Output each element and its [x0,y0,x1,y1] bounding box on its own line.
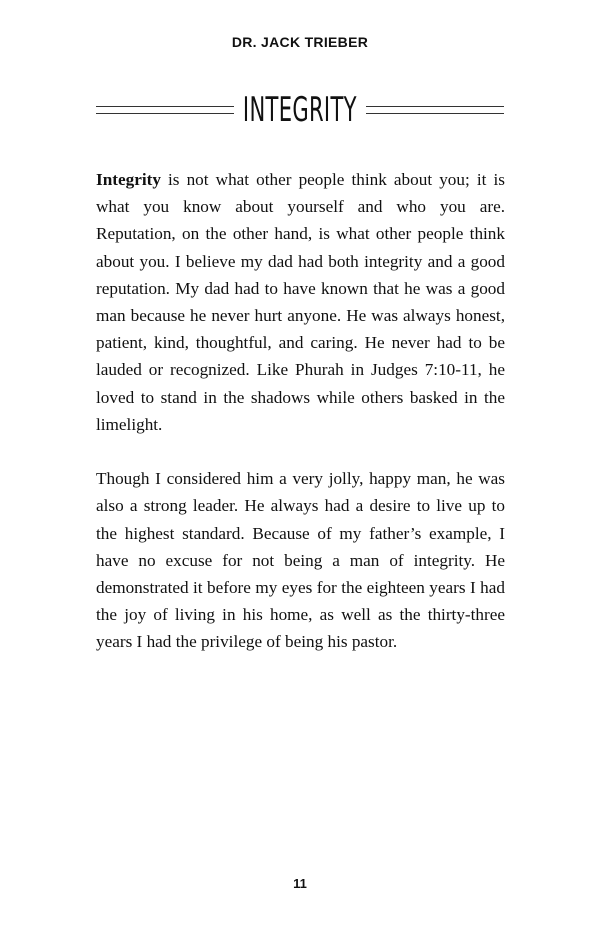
paragraph-1-lead: Integrity [96,170,161,189]
chapter-title-row [96,88,504,132]
chapter-title: INTEGRITY [243,90,357,130]
paragraph-2: Though I considered him a very jolly, happy man, he was also a strong leader. He always had a desire to live up to the highest standard. Because of my father’s example, I have no excuse for not being a man of integrity. He demonstrated it before my eyes for the eighteen years I had the joy of living in his home, as well as the thirty-three years I had the privilege of being his pastor. [96,469,505,652]
paragraph-1 [96,166,505,438]
page-number: 11 [293,876,307,891]
running-head: DR. JACK TRIEBER [231,34,369,50]
left-double-rule [96,106,234,114]
paragraph-1-text: is not what other people think about you; it is what you know about yourself and who you are. Reputation, on the other hand, is what other people think about you. I believe my dad had both integrity and a good reputation. My dad had to have known that he was a good man because he never hurt anyone. He was always honest, patient, kind, thoughtful, and caring. He never had to be lauded or recognized. Like Phurah in Judges 7:10-11, he loved to stand in the shadows while others basked in the limelight. [96,170,505,434]
body-text [96,166,505,683]
right-double-rule [366,106,504,114]
